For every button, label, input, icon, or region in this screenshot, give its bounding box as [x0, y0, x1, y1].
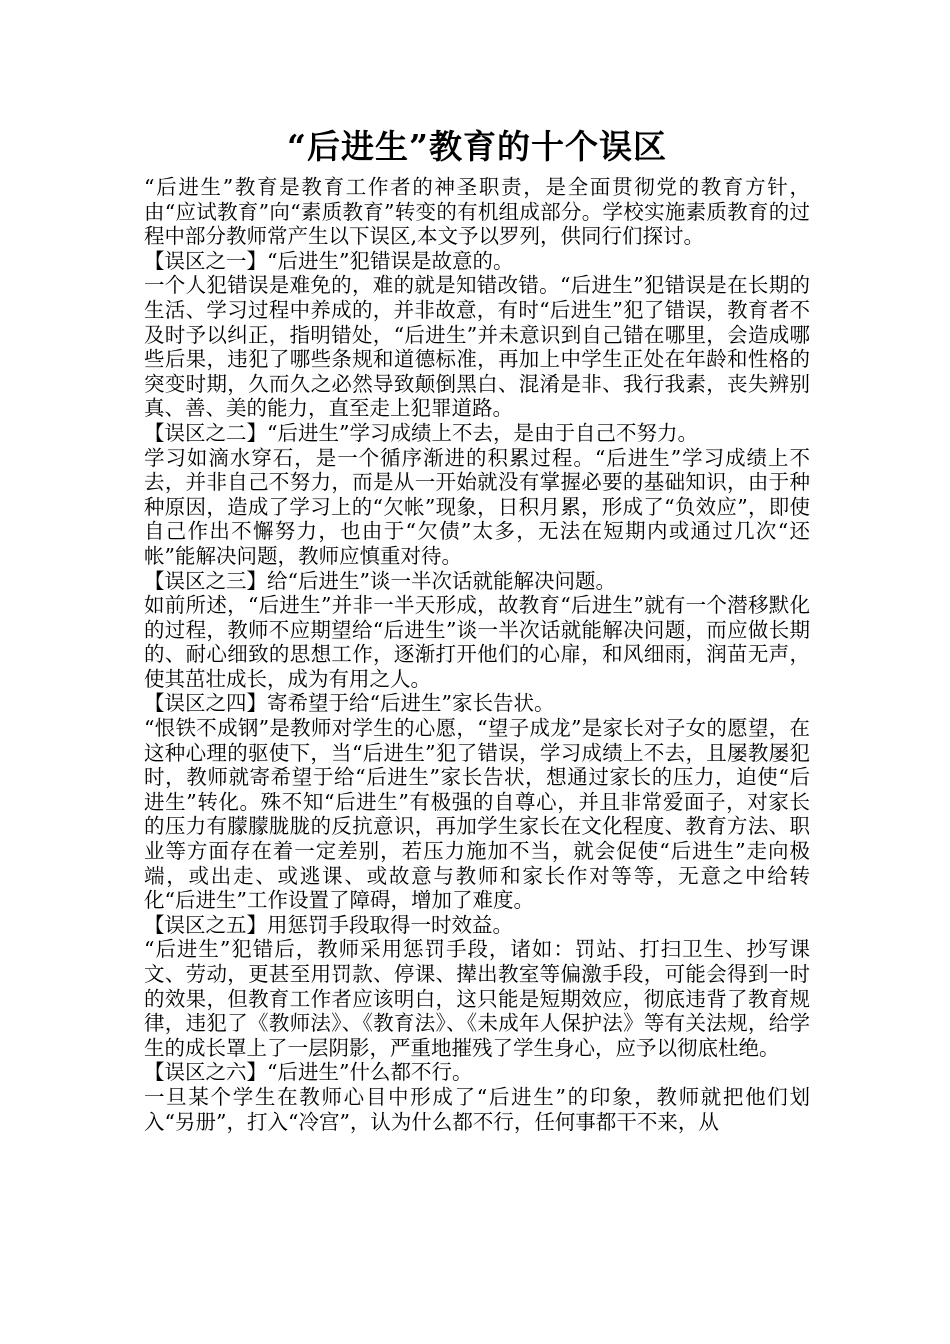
- section-heading-1: 【误区之一】“后进生”犯错误是故意的。: [144, 248, 514, 273]
- section-heading-4: 【误区之四】寄希望于给“后进生”家长告状。: [144, 691, 555, 716]
- section-body-2: 学习如滴水穿石，是一个循序渐进的积累过程。“后进生”学习成绩上不去，并非自己不努力，而是从一开始就没有掌握必要的基础知识，由于种种原因，造成了学习上的“欠帐”现象，日积月累，形成了“负效应”，即使自己作出不懈努力，也由于“欠债”太多，无法在短期内或通过几次“还帐”能解决问题，教师应慎重对待。: [144, 445, 810, 568]
- section-body-4: “恨铁不成钢”是教师对学生的心愿，“望子成龙”是家长对子女的愿望，在这种心理的驱使下，当“后进生”犯了错误，学习成绩上不去，且屡教屡犯时，教师就寄希望于给“后进生”家长告状，想通过家长的压力，迫使“后进生”转化。殊不知“后进生”有极强的自尊心，并且非常爱面子，对家长的压力有朦朦胧胧的反抗意识，再加学生家长在文化程度、教育方法、职业等方面存在着一定差别，若压力施加不当，就会促使“后进生”走向极端，或出走、或逃课、或故意与教师和家长作对等等，无意之中给转化“后进生”工作设置了障碍，增加了难度。: [144, 716, 810, 913]
- section-body-3: 如前所述，“后进生”并非一半天形成，故教育“后进生”就有一个潜移默化的过程，教师不应期望给“后进生”谈一半次话就能解决问题，而应做长期的、耐心细致的思想工作，逐渐打开他们的心扉，和风细雨，润苗无声，使其茁壮成长，成为有用之人。: [144, 593, 810, 691]
- section-body-6: 一旦某个学生在教师心目中形成了“后进生”的印象，教师就把他们划入“另册”，打入“冷宫”，认为什么都不行，任何事都干不来，从: [144, 1084, 810, 1134]
- section-heading-5: 【误区之五】用惩罚手段取得一时效益。: [144, 912, 513, 937]
- section-body-5: “后进生”犯错后，教师采用惩罚手段，诸如：罚站、打扫卫生、抄写课文、劳动，更甚至用罚款、停课、撵出教室等偏激手段，可能会得到一时的效果，但教育工作者应该明白，这只能是短期效应，彻底违背了教育规律，违犯了《教师法》、《教育法》、《未成年人保护法》等有关法规，给学生的成长罩上了一层阴影，严重地摧残了学生身心，应予以彻底杜绝。: [144, 937, 810, 1060]
- section-heading-6: 【误区之六】“后进生”什么都不行。: [144, 1060, 473, 1085]
- section-heading-2: 【误区之二】“后进生”学习成绩上不去，是由于自己不努力。: [144, 420, 698, 445]
- section-body-1: 一个人犯错误是难免的，难的就是知错改错。“后进生”犯错误是在长期的生活、学习过程中养成的，并非故意，有时“后进生”犯了错误，教育者不及时予以纠正，指明错处，“后进生”并未意识到自己错在哪里，会造成哪些后果，违犯了哪些条规和道德标准，再加上中学生正处在年龄和性格的突变时期，久而久之必然导致颠倒黑白、混淆是非、我行我素，丧失辨别真、善、美的能力，直至走上犯罪道路。: [144, 273, 810, 421]
- intro-paragraph: “后进生”教育是教育工作者的神圣职责，是全面贯彻党的教育方针，由“应试教育”向“素质教育”转变的有机组成部分。学校实施素质教育的过程中部分教师常产生以下误区,本文予以罗列，供同行们探讨。: [144, 175, 810, 249]
- section-heading-3: 【误区之三】给“后进生”谈一半次话就能解决问题。: [144, 568, 616, 593]
- document-title: “后进生”教育的十个误区: [287, 127, 667, 166]
- document-page: [144, 125, 810, 1134]
